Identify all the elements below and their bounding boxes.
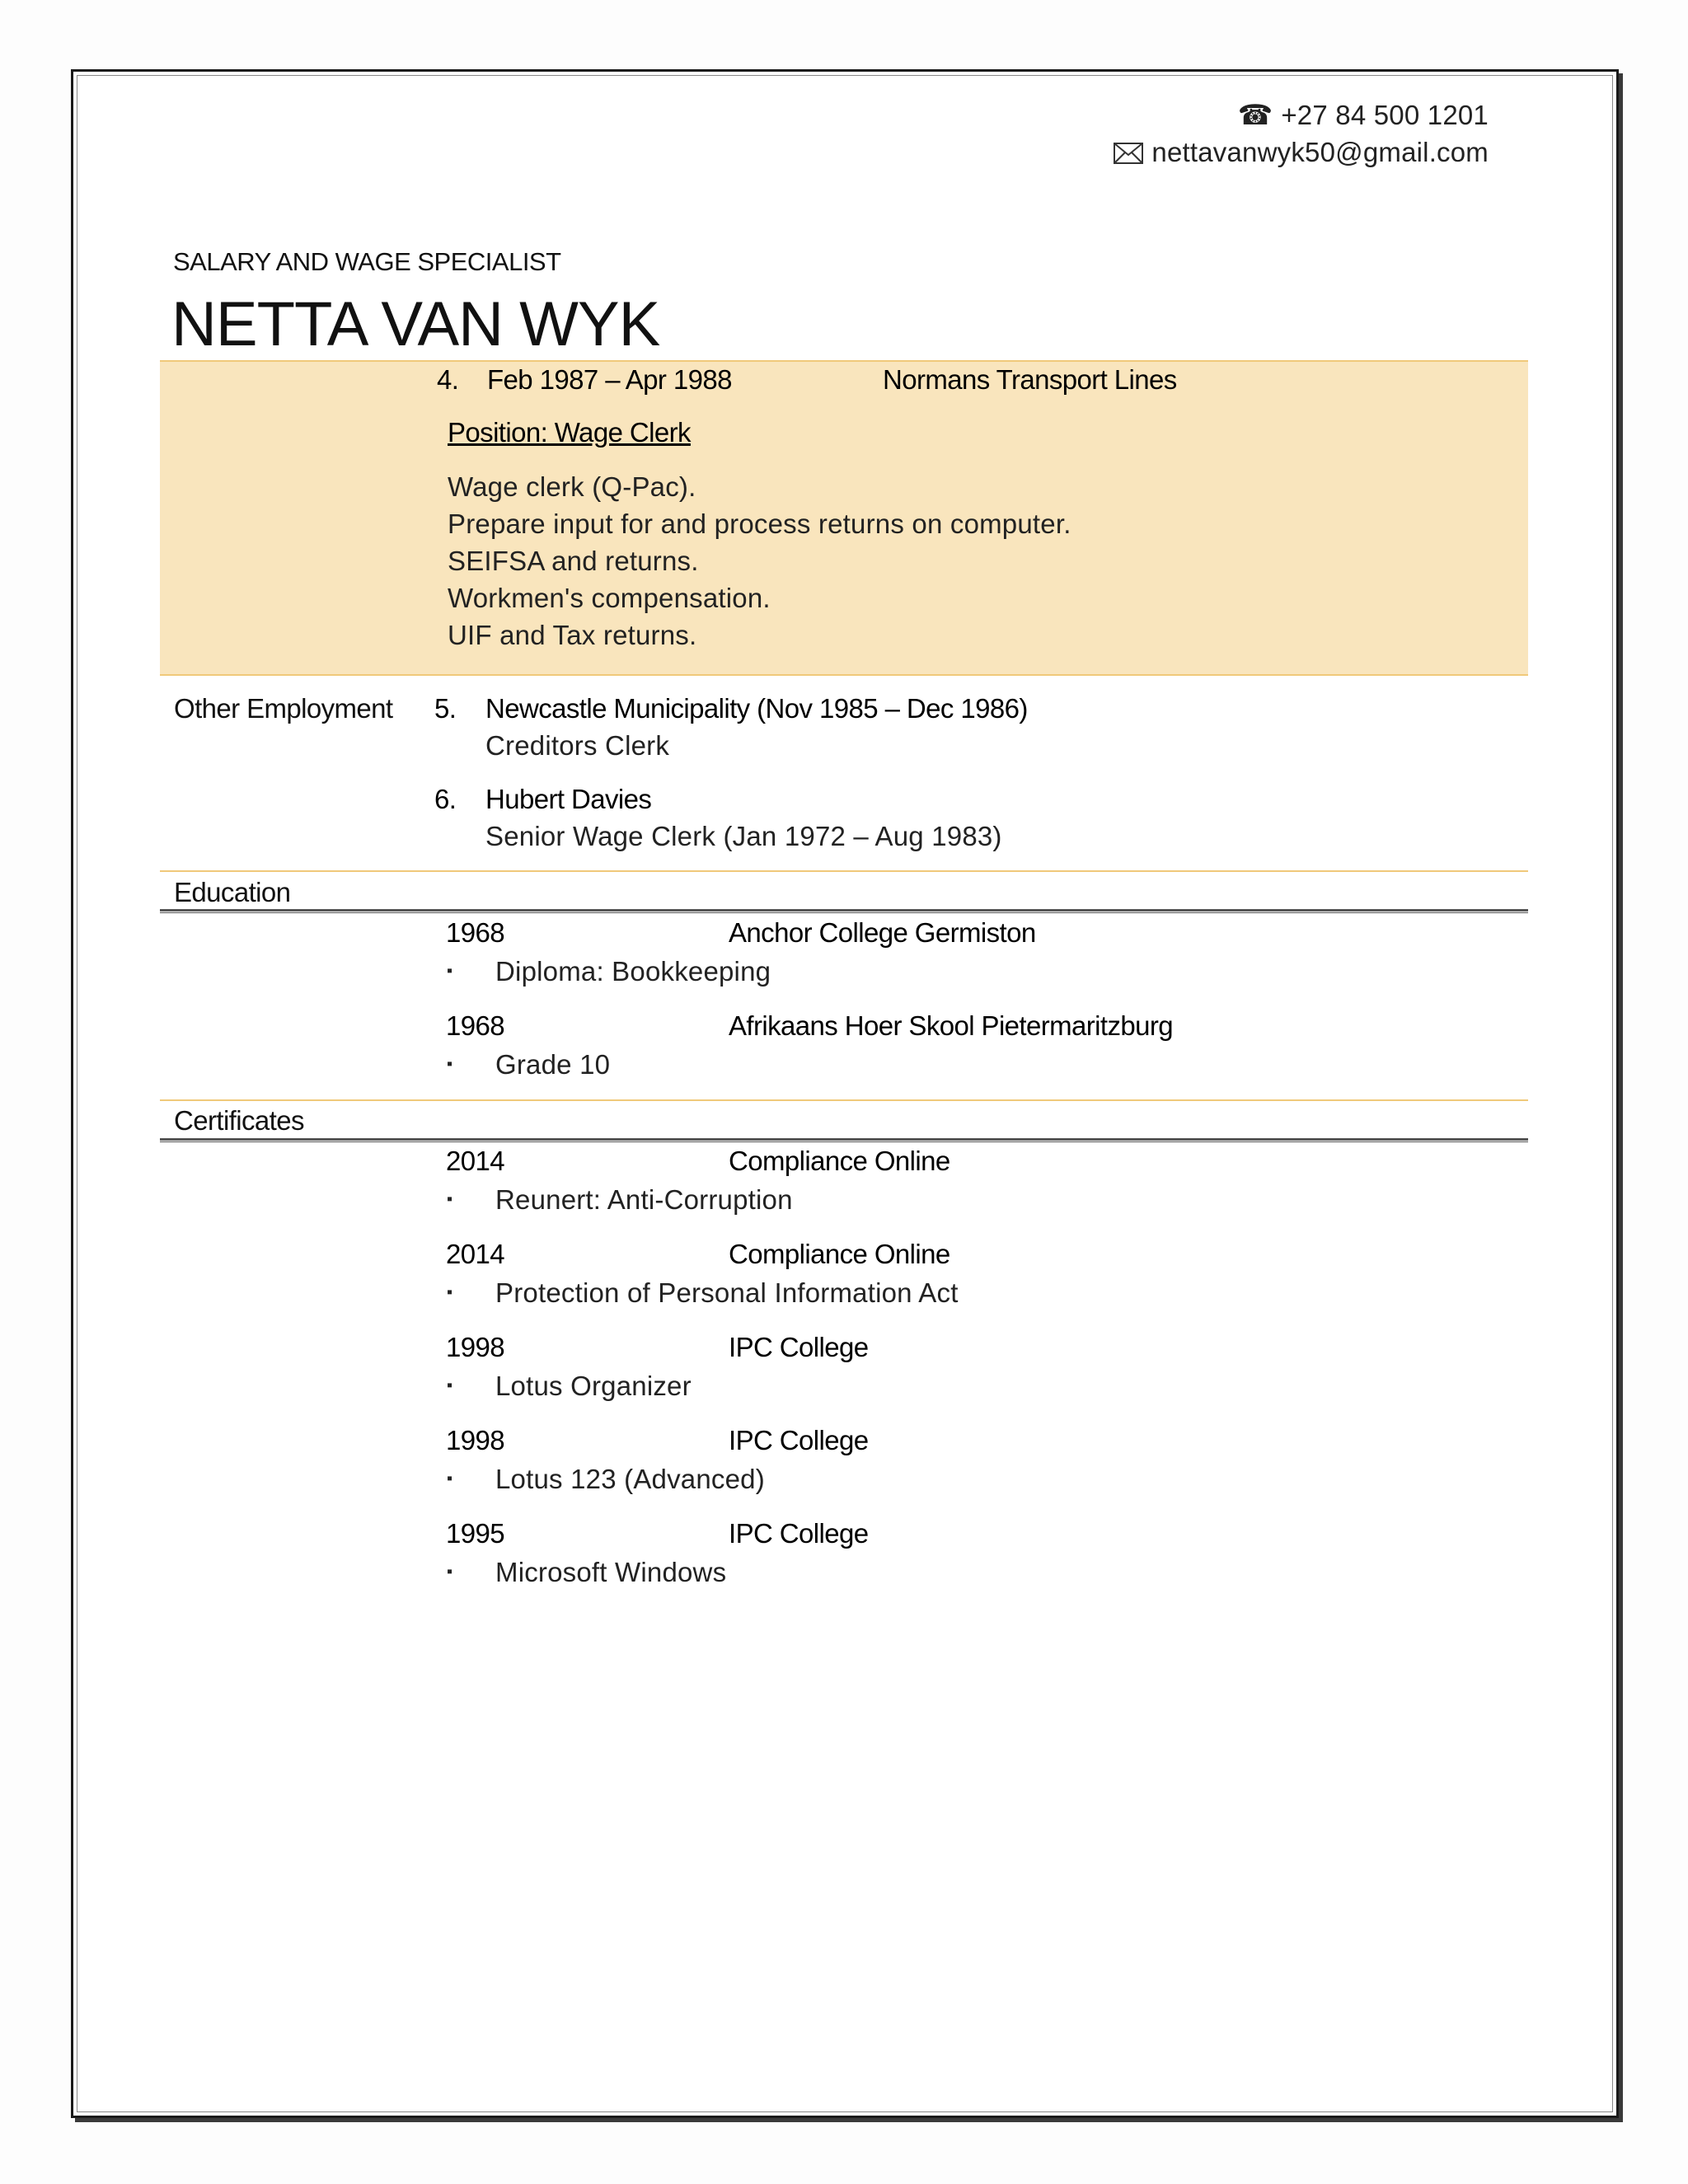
education-institution: Anchor College Germiston [729, 917, 1036, 948]
bullet-icon: ▪ [447, 1563, 453, 1581]
section-label-certificates: Certificates [174, 1105, 304, 1136]
certificate-detail: Lotus 123 (Advanced) [495, 1464, 765, 1494]
section-label-other-employment: Other Employment [174, 693, 393, 724]
envelope-icon [1114, 139, 1143, 171]
bullet-icon: ▪ [447, 1376, 453, 1394]
certificate-detail: Protection of Personal Information Act [495, 1277, 959, 1308]
certificate-institution: Compliance Online [729, 1239, 950, 1269]
certificate-institution: IPC College [729, 1518, 869, 1549]
employment-number: 6. [434, 784, 457, 814]
duty-item: Prepare input for and process returns on computer. [448, 509, 1071, 539]
section-divider [160, 870, 1528, 872]
phone-line [1238, 99, 1489, 132]
education-year: 1968 [446, 1010, 505, 1041]
job-dates: Feb 1987 – Apr 1988 [487, 364, 732, 395]
bullet-icon: ▪ [447, 1469, 453, 1488]
certificate-year: 1995 [446, 1518, 505, 1549]
email-line [1114, 137, 1489, 171]
employment-number: 5. [434, 693, 457, 724]
section-divider [160, 1099, 1528, 1101]
certificate-year: 1998 [446, 1425, 505, 1455]
job-company: Normans Transport Lines [883, 364, 1177, 395]
education-institution: Afrikaans Hoer Skool Pietermaritzburg [729, 1010, 1174, 1041]
employment-detail: Senior Wage Clerk (Jan 1972 – Aug 1983) [485, 821, 1002, 851]
employment-title: Newcastle Municipality (Nov 1985 – Dec 1986) [485, 693, 1028, 724]
email-address[interactable]: nettavanwyk50@gmail.com [1151, 137, 1489, 167]
education-detail: Diploma: Bookkeeping [495, 956, 771, 987]
duty-item: SEIFSA and returns. [448, 546, 699, 576]
employment-title: Hubert Davies [485, 784, 652, 814]
phone-icon: ☎ [1237, 100, 1273, 131]
bullet-icon: ▪ [447, 962, 453, 980]
phone-number: +27 84 500 1201 [1281, 100, 1489, 130]
certificate-year: 2014 [446, 1239, 505, 1269]
employment-detail: Creditors Clerk [485, 730, 670, 761]
certificate-detail: Lotus Organizer [495, 1371, 692, 1401]
candidate-name: NETTA VAN WYK [171, 289, 660, 359]
job-number: 4. [437, 364, 459, 395]
duty-item: UIF and Tax returns. [448, 620, 697, 650]
job-duties [448, 468, 1071, 654]
bullet-icon: ▪ [447, 1283, 453, 1301]
certificate-institution: IPC College [729, 1425, 869, 1455]
education-year: 1968 [446, 917, 505, 948]
job-position: Position: Wage Clerk [448, 417, 691, 448]
job-title: SALARY AND WAGE SPECIALIST [173, 247, 561, 276]
certificate-institution: IPC College [729, 1332, 869, 1362]
certificate-detail: Reunert: Anti-Corruption [495, 1184, 793, 1215]
certificate-detail: Microsoft Windows [495, 1557, 727, 1587]
certificate-year: 2014 [446, 1146, 505, 1176]
duty-item: Wage clerk (Q-Pac). [448, 471, 696, 502]
section-label-education: Education [174, 877, 291, 907]
section-underline [160, 909, 1528, 913]
certificate-year: 1998 [446, 1332, 505, 1362]
duty-item: Workmen's compensation. [448, 583, 771, 613]
bullet-icon: ▪ [447, 1190, 453, 1208]
section-underline [160, 1138, 1528, 1142]
certificate-institution: Compliance Online [729, 1146, 950, 1176]
education-detail: Grade 10 [495, 1049, 611, 1080]
bullet-icon: ▪ [447, 1055, 453, 1073]
